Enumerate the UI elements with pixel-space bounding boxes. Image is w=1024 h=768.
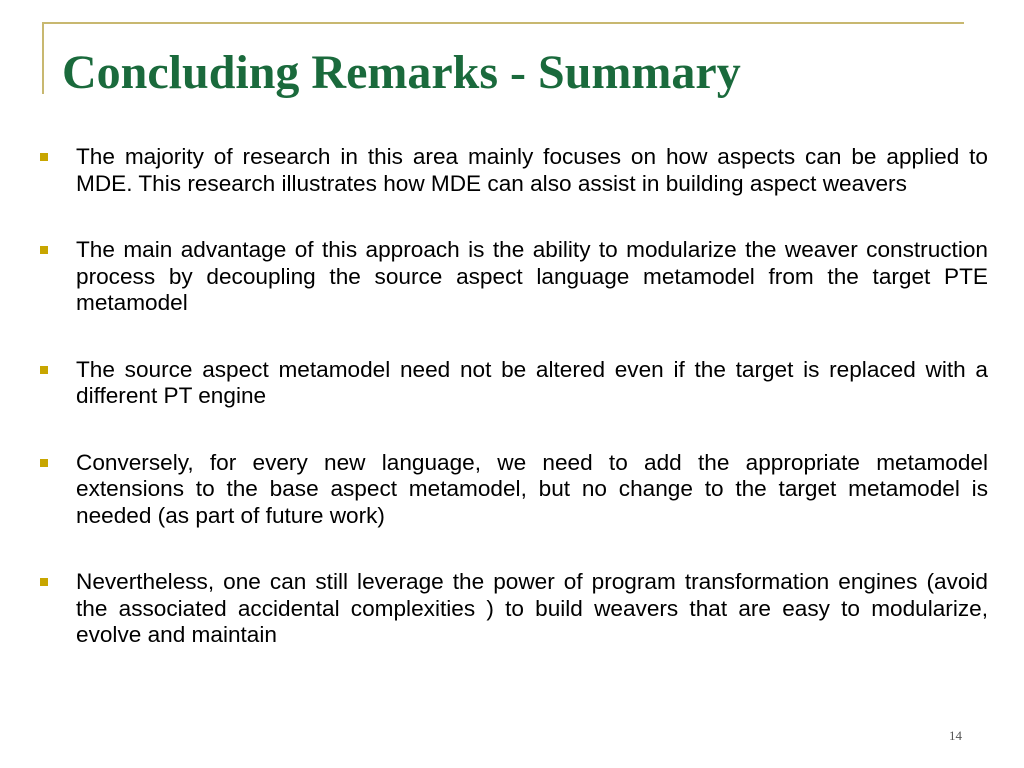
bullet-text: Conversely, for every new language, we need to add the appropriate metamodel extensions to the base aspect metamodel, but no change to the target metamodel is needed (as part of future work) xyxy=(76,449,988,528)
bullet-text: The majority of research in this area mainly focuses on how aspects can be applied to MDE. This research illustrates how MDE can also assist in building aspect weavers xyxy=(76,144,988,196)
bullet-item xyxy=(36,569,988,649)
bullet-list xyxy=(36,144,988,689)
slide-title: Concluding Remarks - Summary xyxy=(62,46,741,99)
slide-number: 14 xyxy=(949,728,962,743)
title-frame-left-rule xyxy=(42,22,44,94)
bullet-text: The source aspect metamodel need not be altered even if the target is replaced with a different PT engine xyxy=(76,356,988,408)
bullet-item xyxy=(36,237,988,317)
square-bullet-icon xyxy=(40,578,48,586)
bullet-text: Nevertheless, one can still leverage the power of program transformation engines (avoid the associated accidental complexities ) to build weavers that are easy to modularize, evolve and maintain xyxy=(76,569,988,647)
square-bullet-icon xyxy=(40,366,48,374)
bullet-text: The main advantage of this approach is the ability to modularize the weaver construction process by decoupling the source aspect language metamodel from the target PTE metamodel xyxy=(76,237,988,315)
square-bullet-icon xyxy=(40,246,48,254)
square-bullet-icon xyxy=(40,459,48,467)
bullet-item xyxy=(36,450,988,530)
title-frame-top-rule xyxy=(42,22,964,24)
bullet-item xyxy=(36,144,988,197)
bullet-item xyxy=(36,357,988,410)
square-bullet-icon xyxy=(40,153,48,161)
